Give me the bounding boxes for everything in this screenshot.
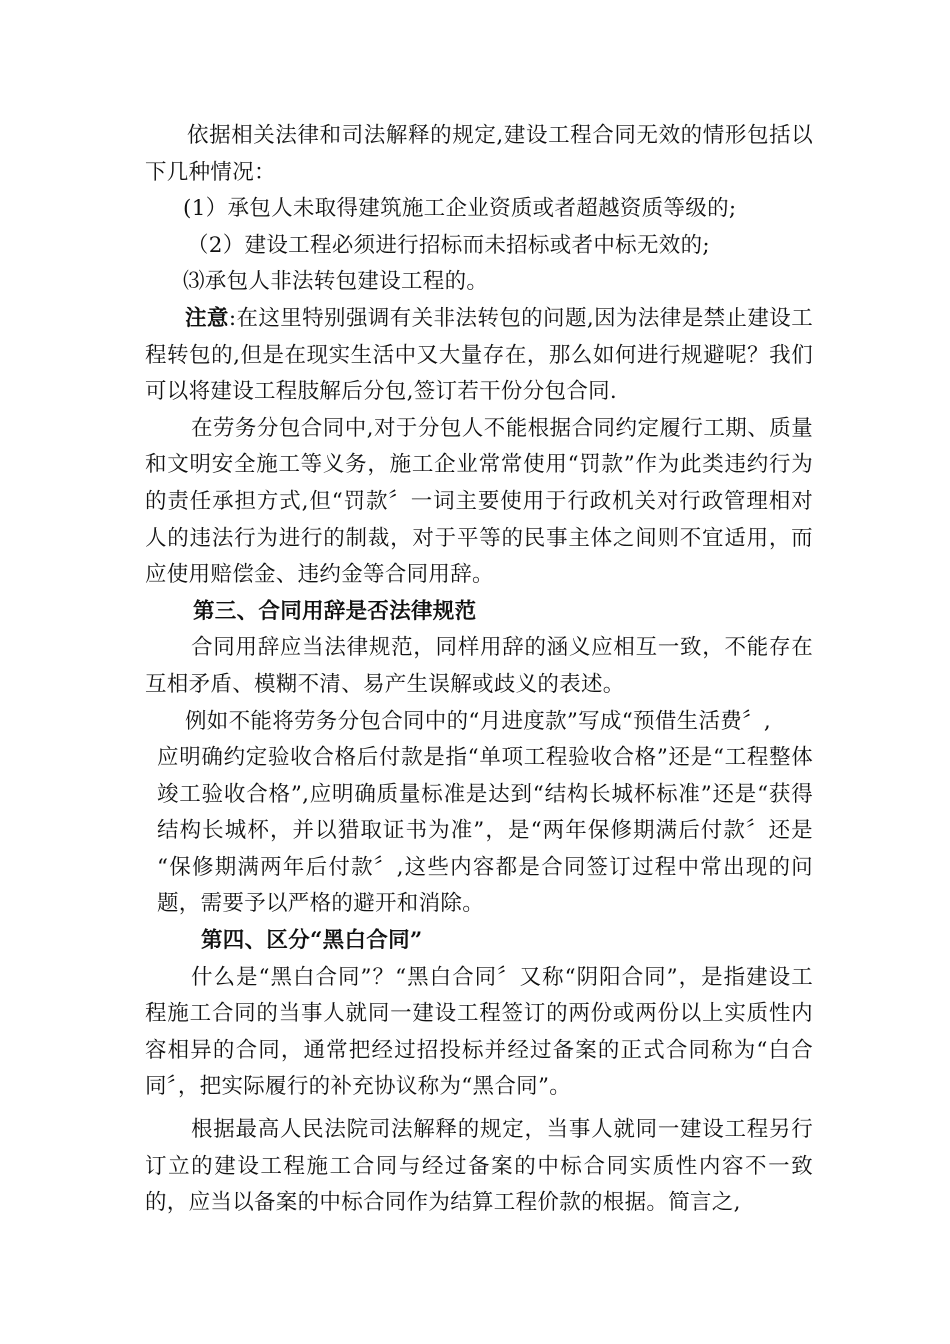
note-label: 注意 xyxy=(185,305,229,331)
paragraph-example-first-line: 例如不能将劳务分包合同中的“月进度款”写成“预借生活费〞, xyxy=(185,708,772,734)
document-body xyxy=(145,118,813,1222)
paragraph-note xyxy=(145,301,813,411)
list-item-3: ⑶承包人非法转包建设工程的。 xyxy=(183,269,489,295)
section-heading-3: 第三、合同用辞是否法律规范 xyxy=(193,598,477,624)
paragraph-court-interpretation: 根据最高人民法院司法解释的规定，当事人就同一建设工程另行订立的建设工程施工合同与经过备案的中标合同实质性内容不一致的，应当以备案的中标合同作为结算工程价款的根据。简言之, xyxy=(145,1117,813,1216)
paragraph-invalid-cases: 依据相关法律和司法解释的规定,建设工程合同无效的情形包括以下几种情况： xyxy=(145,123,813,185)
section-heading-4: 第四、区分“黑白合同” xyxy=(201,928,423,954)
paragraph-black-white-contract: 什么是“黑白合同”？“黑白合同〞又称“阴阳合同”，是指建设工程施工合同的当事人就同一建设工程签订的两份或两份以上实质性内容相异的合同，通常把经过招投标并经过备案的正式合同称为“白合同〞，把实际履行的补充协议称为“黑合同”。 xyxy=(145,964,813,1100)
list-item-1: (1）承包人未取得建筑施工企业资质或者超越资质等级的; xyxy=(183,196,737,222)
paragraph-labor-subcontract: 在劳务分包合同中,对于分包人不能根据合同约定履行工期、质量和文明安全施工等义务，施工企业常常使用“罚款”作为此类违约行为的责任承担方式,但“罚款〞一词主要使用于行政机关对行政管理相对人的违法行为进行的制裁，对于平等的民事主体之间则不宜适用，而应使用赔偿金、违约金等合同用辞。 xyxy=(145,415,813,588)
note-text: :在这里特别强调有关非法转包的问题,因为法律是禁止建设工程转包的,但是在现实生活中又大量存在，那么如何进行规避呢？我们可以将建设工程肢解后分包,签订若干份分包合同. xyxy=(145,305,813,405)
list-item-2: （2）建设工程必须进行招标而未招标或者中标无效的; xyxy=(187,232,710,258)
paragraph-terms: 合同用辞应当法律规范，同样用辞的涵义应相互一致，不能存在互相矛盾、模糊不清、易产生误解或歧义的表述。 xyxy=(145,635,813,697)
paragraph-example: 应明确约定验收合格后付款是指“单项工程验收合格”还是“工程整体竣工验收合格”,应明确质量标准是达到“结构长城杯标准”还是“获得结构长城杯，并以猎取证书为准”，是“两年保修期满后付款〞还是 “保修期满两年后付款〞,这些内容都是合同签订过程中常出现的问题，需要予以严格的避开和消除。 xyxy=(157,745,813,917)
